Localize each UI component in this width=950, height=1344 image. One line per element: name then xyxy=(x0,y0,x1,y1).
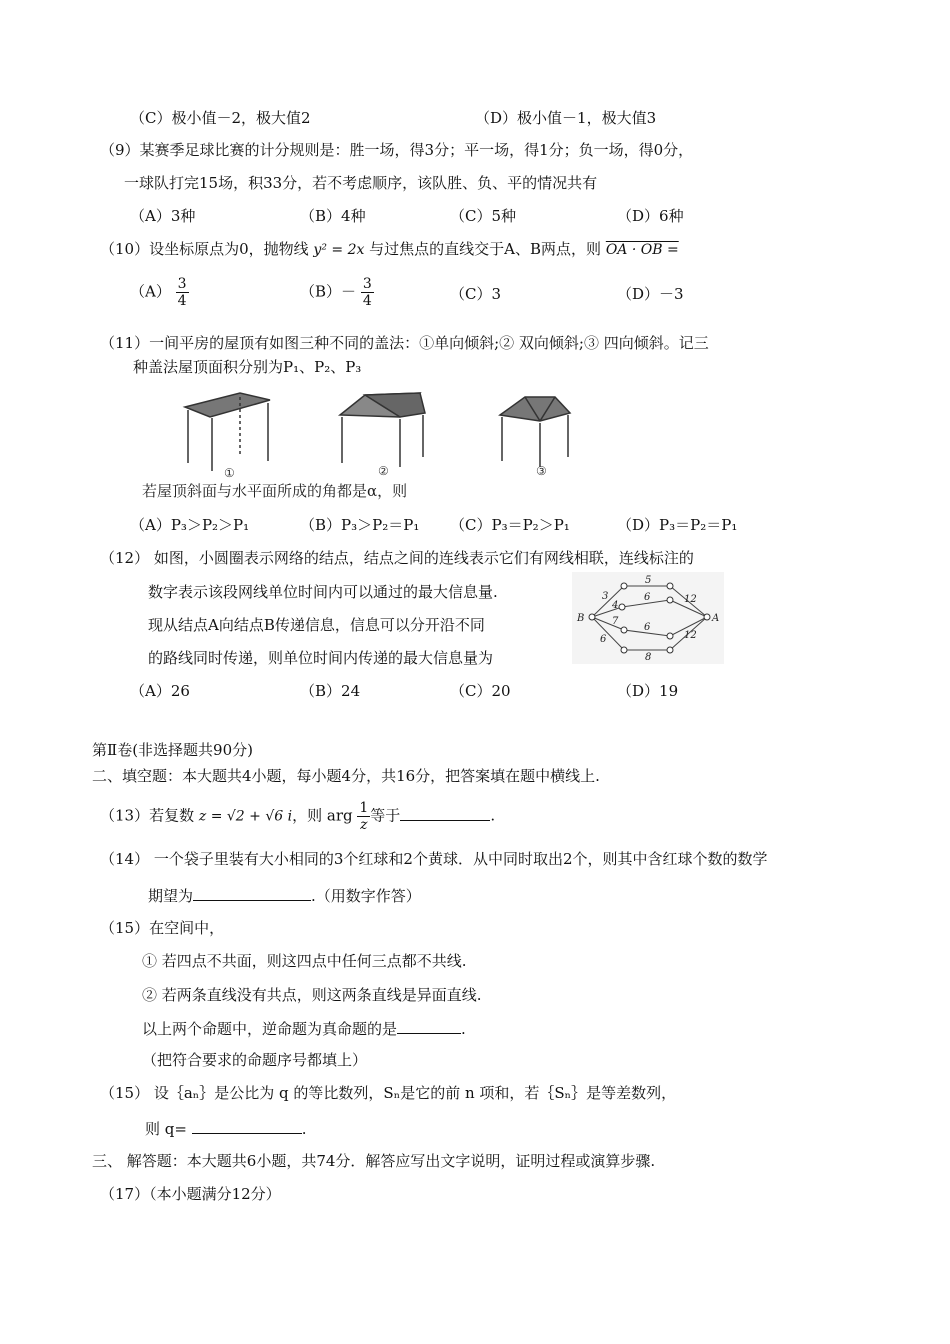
roof-figure-label-2: ② xyxy=(378,464,389,478)
q15b-line2: 则 q= . xyxy=(145,1117,307,1139)
q10-option-a: （A） $\frac{3}{4}$ xyxy=(130,276,187,309)
q11-option-b: （B）P₃＞P₂＝P₁ xyxy=(300,516,420,534)
q9-option-d: （D）6种 xyxy=(617,207,684,225)
q10-option-b: （B）－ $\frac{3}{4}$ xyxy=(300,276,372,309)
net-edge-label: 8 xyxy=(645,652,652,663)
net-edge-label: 6 xyxy=(600,634,607,645)
q15b-line1: （15） 设｛aₙ｝是公比为 q 的等比数列，Sₙ是它的前 n 项和，若｛Sₙ｝是等差数列， xyxy=(100,1084,677,1102)
roof-figure-label-3: ③ xyxy=(536,464,547,478)
q11-option-c: （C）P₃＝P₂＞P₁ xyxy=(450,516,570,534)
q12-line2: 数字表示该段网线单位时间内可以通过的最大信息量. xyxy=(148,583,498,601)
q11-line3: 若屋顶斜面与水平面所成的角都是α，则 xyxy=(142,482,408,500)
q13-complex-formula: z = √2 + √6 i xyxy=(198,808,293,825)
q12-option-b: （B）24 xyxy=(300,682,361,700)
q10-option-d: （D）－3 xyxy=(617,285,684,303)
q8-option-c: （C）极小值－2，极大值2 xyxy=(130,109,311,127)
net-edge-label: 12 xyxy=(684,594,697,605)
net-node-a: A xyxy=(712,613,720,624)
q10-prefix: （10）设坐标原点为0，抛物线 xyxy=(100,240,309,258)
q9-option-b: （B）4种 xyxy=(300,207,366,225)
q12-line3: 现从结点A向结点B传递信息，信息可以分开沿不同 xyxy=(148,616,485,634)
part3-section: 三、 解答题：本大题共6小题，共74分．解答应写出文字说明，证明过程或演算步骤. xyxy=(92,1152,656,1170)
q12-option-d: （D）19 xyxy=(617,682,679,700)
roof-figure-2 xyxy=(340,393,425,467)
net-edge-label: 7 xyxy=(612,616,619,627)
q14-line2: 期望为 .（用数字作答） xyxy=(148,884,421,906)
q15a-statement-2: ② 若两条直线没有共点，则这两条直线是异面直线. xyxy=(142,986,482,1004)
fraction: $\frac{1}{z}$ xyxy=(359,800,369,833)
q12-option-c: （C）20 xyxy=(450,682,511,700)
q8-option-d: （D）极小值－1，极大值3 xyxy=(475,109,657,127)
q13-answer-blank[interactable] xyxy=(400,804,490,821)
q11-line2: 种盖法屋顶面积分别为P₁、P₂、P₃ xyxy=(133,358,362,376)
q15b-answer-blank[interactable] xyxy=(192,1117,302,1134)
roof-figures xyxy=(170,385,600,485)
q12-option-a: （A）26 xyxy=(130,682,190,700)
q17-title: （17）（本小题满分12分） xyxy=(100,1185,281,1203)
q11-line1: （11）一间平房的屋顶有如图三种不同的盖法：①单向倾斜;② 双向倾斜;③ 四向倾斜。记三 xyxy=(100,334,709,352)
q9-option-a: （A）3种 xyxy=(130,207,196,225)
roof-figure-1 xyxy=(185,393,270,471)
part2-section: 二、填空题：本大题共4小题，每小题4分，共16分，把答案填在题中横线上. xyxy=(92,767,600,785)
fraction: $\frac{3}{4}$ xyxy=(362,276,372,309)
fraction: $\frac{3}{4}$ xyxy=(177,276,187,309)
net-edge-label: 12 xyxy=(684,630,697,641)
q13-stem: （13）若复数 z = √2 + √6 i，则 arg $\frac{1}{z}$ 等于 . xyxy=(100,800,496,833)
q14-answer-blank[interactable] xyxy=(193,884,311,901)
q11-option-d: （D）P₃＝P₂＝P₁ xyxy=(617,516,738,534)
q15a-line1: （15）在空间中， xyxy=(100,919,225,937)
q9-line2: 一球队打完15场，积33分，若不考虑顺序，该队胜、负、平的情况共有 xyxy=(124,174,598,192)
q12-line4: 的路线同时传递，则单位时间内传递的最大信息量为 xyxy=(148,649,494,667)
q10-vector-product: OA · OB = xyxy=(605,242,679,258)
part2-title: 第Ⅱ卷(非选择题共90分) xyxy=(92,741,253,759)
q10-stem xyxy=(100,239,679,260)
net-edge-label: 5 xyxy=(645,575,652,586)
q9-line1: （9）某赛季足球比赛的计分规则是：胜一场，得3分；平一场，得1分；负一场，得0分， xyxy=(100,141,694,159)
q12-line1: （12） 如图，小圆圈表示网络的结点，结点之间的连线表示它们有网线相联，连线标注的 xyxy=(100,549,694,567)
q15a-note: （把符合要求的命题序号都填上） xyxy=(142,1051,368,1069)
q15a-statement-1: ① 若四点不共面，则这四点中任何三点都不共线. xyxy=(142,952,467,970)
q10-option-c: （C）3 xyxy=(450,285,502,303)
q15a-answer-blank[interactable] xyxy=(397,1017,461,1034)
roof-figure-3 xyxy=(500,397,570,467)
roof-figure-label-1: ① xyxy=(224,466,235,480)
net-edge-label: 6 xyxy=(644,592,651,603)
net-node-b: B xyxy=(577,613,585,624)
net-edge-label: 4 xyxy=(612,600,619,611)
net-edge-label: 6 xyxy=(644,622,651,633)
q15a-line3: 以上两个命题中，逆命题为真命题的是 . xyxy=(142,1017,466,1039)
q10-parabola-formula: y² = 2x xyxy=(313,242,365,258)
q14-line1: （14） 一个袋子里装有大小相同的3个红球和2个黄球．从中同时取出2个，则其中含红球个数的数学 xyxy=(100,850,768,868)
network-diagram xyxy=(572,572,724,664)
net-edge-label: 3 xyxy=(602,591,609,602)
q10-middle: 与过焦点的直线交于A、B两点，则 xyxy=(369,240,602,258)
q9-option-c: （C）5种 xyxy=(450,207,517,225)
q11-option-a: （A）P₃＞P₂＞P₁ xyxy=(130,516,250,534)
